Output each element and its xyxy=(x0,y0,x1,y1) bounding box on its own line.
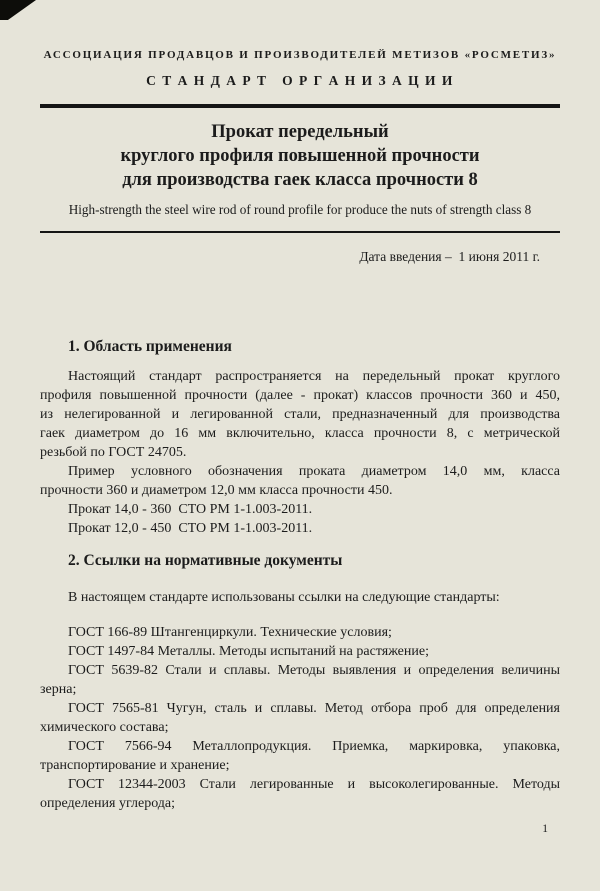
text-line: прочности 360 и диаметром 12,0 мм класса прочности 450. xyxy=(40,483,393,498)
document-type-label: С Т А Н Д А Р Т О Р Г А Н И З А Ц И И xyxy=(146,73,454,88)
text-line: резьбой по ГОСТ 24705. xyxy=(40,445,187,460)
standard-reference-continuation: определения углерода; xyxy=(40,796,176,811)
section-1-paragraph-1 xyxy=(40,367,560,462)
section-2-intro: В настоящем стандарте использованы ссылки на следующие стандарты: xyxy=(68,590,500,605)
title-line: круглого профиля повышенной прочности xyxy=(120,146,480,166)
standards-list xyxy=(40,623,560,813)
divider-thick xyxy=(40,104,560,108)
text-line: гаек диаметром до 16 мм включительно, класса прочности 8, с метрической xyxy=(40,426,560,441)
text-line: Пример условного обозначения проката диаметром 14,0 мм, класса xyxy=(68,464,560,479)
scan-corner-artifact xyxy=(0,0,36,20)
standard-reference-continuation: транспортирование и хранение; xyxy=(40,758,230,773)
standard-reference: ГОСТ 166-89 Штангенциркули. Технические условия; xyxy=(68,625,392,640)
page-number: 1 xyxy=(542,823,548,835)
standard-reference-continuation: химического состава; xyxy=(40,720,169,735)
document-title-english: High-strength the steel wire rod of round profile for produce the nuts of strength class 8 xyxy=(68,202,532,217)
title-line: для производства гаек класса прочности 8 xyxy=(122,170,478,190)
effective-date: Дата введения – 1 июня 2011 г. xyxy=(359,249,540,264)
association-name: АССОЦИАЦИЯ ПРОДАВЦОВ И ПРОИЗВОДИТЕЛЕЙ МЕТИЗОВ «РОСМЕТИЗ» xyxy=(43,49,557,61)
text-line: профиля повышенной прочности (далее - прокат) классов прочности 360 и 450, xyxy=(40,388,560,403)
document-content xyxy=(40,0,560,813)
standard-reference: ГОСТ 7566-94 Металлопродукция. Приемка, маркировка, упаковка, xyxy=(68,739,560,754)
designation-example-2: Прокат 12,0 - 450 СТО РМ 1-1.003-2011. xyxy=(68,521,313,536)
text-line: Настоящий стандарт распространяется на передельный прокат круглого xyxy=(68,369,560,384)
designation-example-1: Прокат 14,0 - 360 СТО РМ 1-1.003-2011. xyxy=(68,502,313,517)
standard-reference: ГОСТ 5639-82 Стали и сплавы. Методы выявления и определения величины xyxy=(68,663,560,678)
standard-reference: ГОСТ 12344-2003 Стали легированные и высоколегированные. Методы xyxy=(68,777,560,792)
section-2-heading: 2. Ссылки на нормативные документы xyxy=(68,552,343,569)
text-line: из нелегированной и легированной стали, предназначенный для производства xyxy=(40,407,560,422)
title-line: Прокат передельный xyxy=(211,122,389,142)
document-title xyxy=(40,120,560,192)
section-1-heading: 1. Область применения xyxy=(68,338,232,355)
section-1-paragraph-2 xyxy=(40,462,560,500)
divider-thin xyxy=(40,231,560,233)
standard-reference-continuation: зерна; xyxy=(40,682,77,697)
standard-reference: ГОСТ 1497-84 Металлы. Методы испытаний на растяжение; xyxy=(68,644,429,659)
standard-reference: ГОСТ 7565-81 Чугун, сталь и сплавы. Метод отбора проб для определения xyxy=(68,701,560,716)
